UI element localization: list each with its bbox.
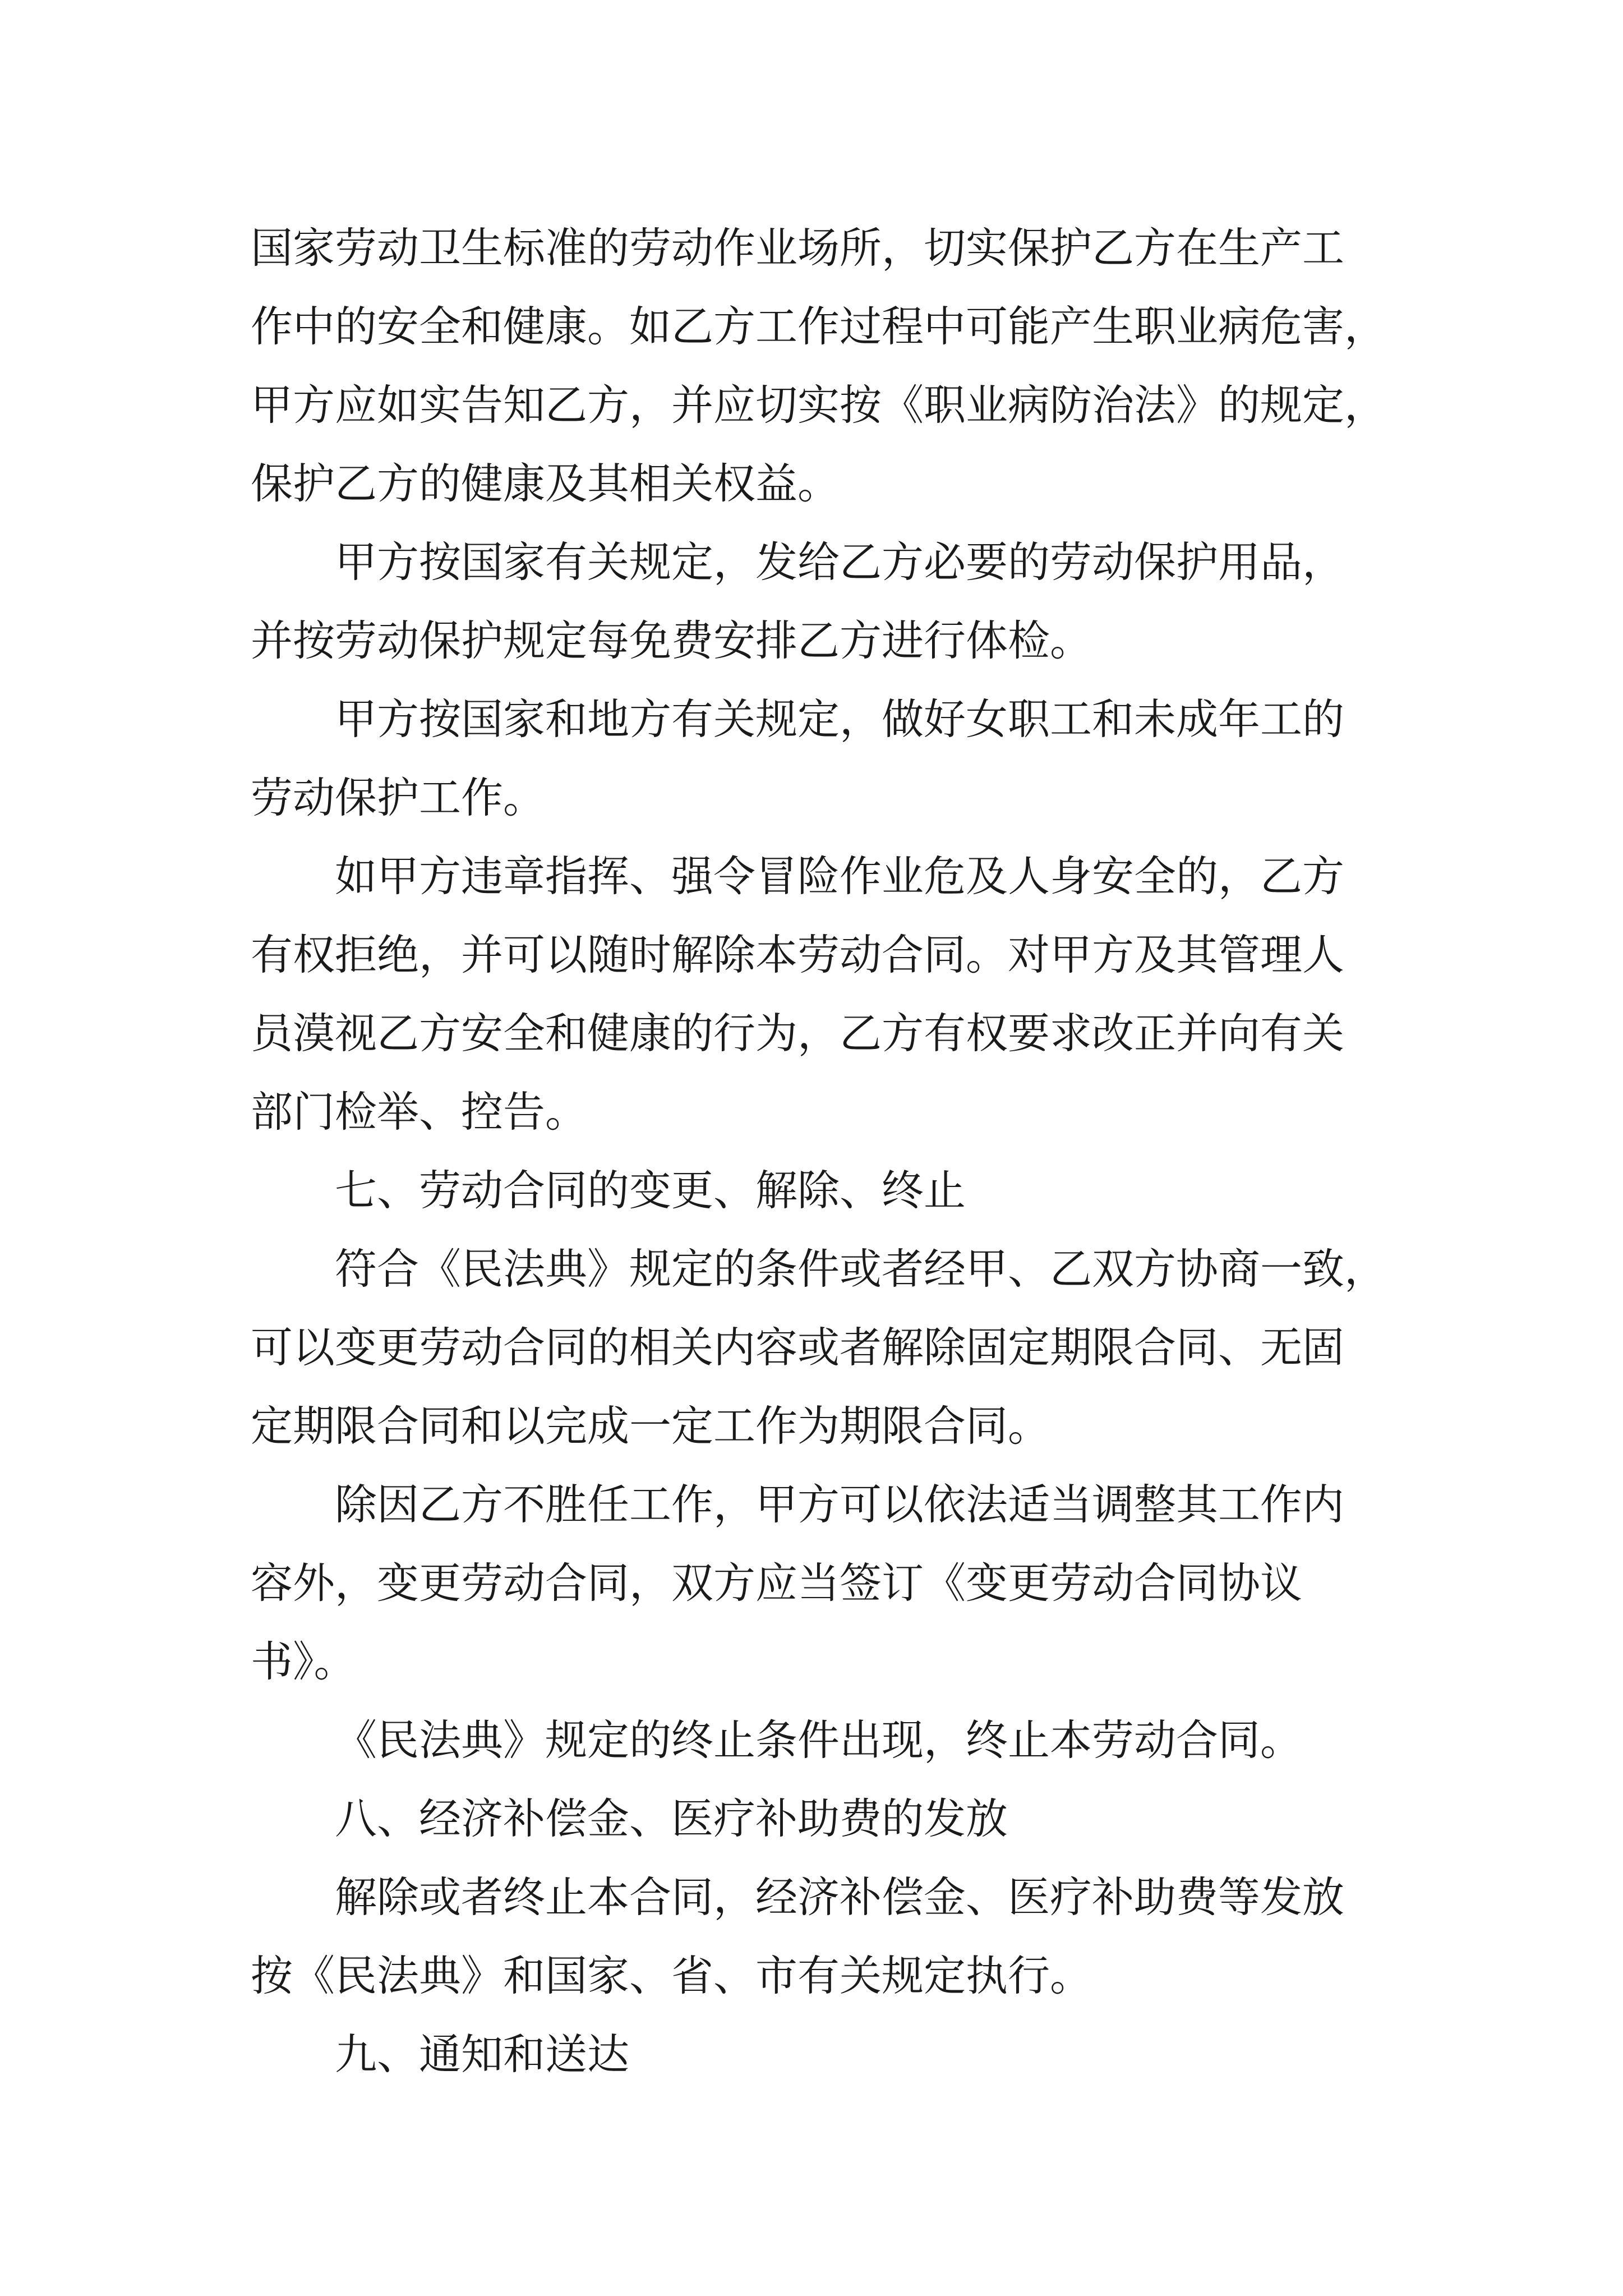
text-line-9: 如甲方违章指挥、强令冒险作业危及人身安全的，乙方: [335, 852, 1345, 901]
text-line-15: 可以变更劳动合同的相关内容或者解除固定期限合同、无固: [251, 1323, 1345, 1372]
text-line-3: 甲方应如实告知乙方，并应切实按《职业病防治法》的规定，: [251, 380, 1387, 430]
section-heading-9: 九、通知和送达: [335, 2030, 630, 2079]
text-line-11: 员漠视乙方安全和健康的行为，乙方有权要求改正并向有关: [251, 1009, 1345, 1058]
text-line-14: 符合《民法典》规定的条件或者经甲、乙双方协商一致，: [335, 1244, 1387, 1294]
text-line-6: 并按劳动保护规定每免费安排乙方进行体检。: [251, 616, 1092, 665]
text-line-18: 容外，变更劳动合同，双方应当签订《变更劳动合同协议: [251, 1558, 1303, 1608]
text-line-16: 定期限合同和以完成一定工作为期限合同。: [251, 1401, 1050, 1451]
text-line-4: 保护乙方的健康及其相关权益。: [251, 459, 840, 508]
text-line-7: 甲方按国家和地方有关规定，做好女职工和未成年工的: [335, 694, 1345, 744]
text-line-20: 《民法典》规定的终止条件出现，终止本劳动合同。: [335, 1715, 1303, 1765]
text-line-23: 按《民法典》和国家、省、市有关规定执行。: [251, 1951, 1092, 2000]
text-line-5: 甲方按国家有关规定，发给乙方必要的劳动保护用品，: [335, 537, 1345, 587]
text-line-1: 国家劳动卫生标准的劳动作业场所，切实保护乙方在生产工: [251, 223, 1345, 273]
text-line-22: 解除或者终止本合同，经济补偿金、医疗补助费等发放: [335, 1872, 1345, 1922]
text-line-8: 劳动保护工作。: [251, 773, 546, 822]
text-line-19: 书》。: [251, 1637, 356, 1686]
text-line-2: 作中的安全和健康。如乙方工作过程中可能产生职业病危害，: [251, 302, 1387, 351]
text-line-10: 有权拒绝，并可以随时解除本劳动合同。对甲方及其管理人: [251, 930, 1345, 979]
section-heading-8: 八、经济补偿金、医疗补助费的发放: [335, 1794, 1008, 1843]
section-heading-7: 七、劳动合同的变更、解除、终止: [335, 1166, 966, 1215]
text-line-17: 除因乙方不胜任工作，甲方可以依法适当调整其工作内: [335, 1480, 1345, 1529]
text-line-12: 部门检举、控告。: [251, 1087, 588, 1137]
